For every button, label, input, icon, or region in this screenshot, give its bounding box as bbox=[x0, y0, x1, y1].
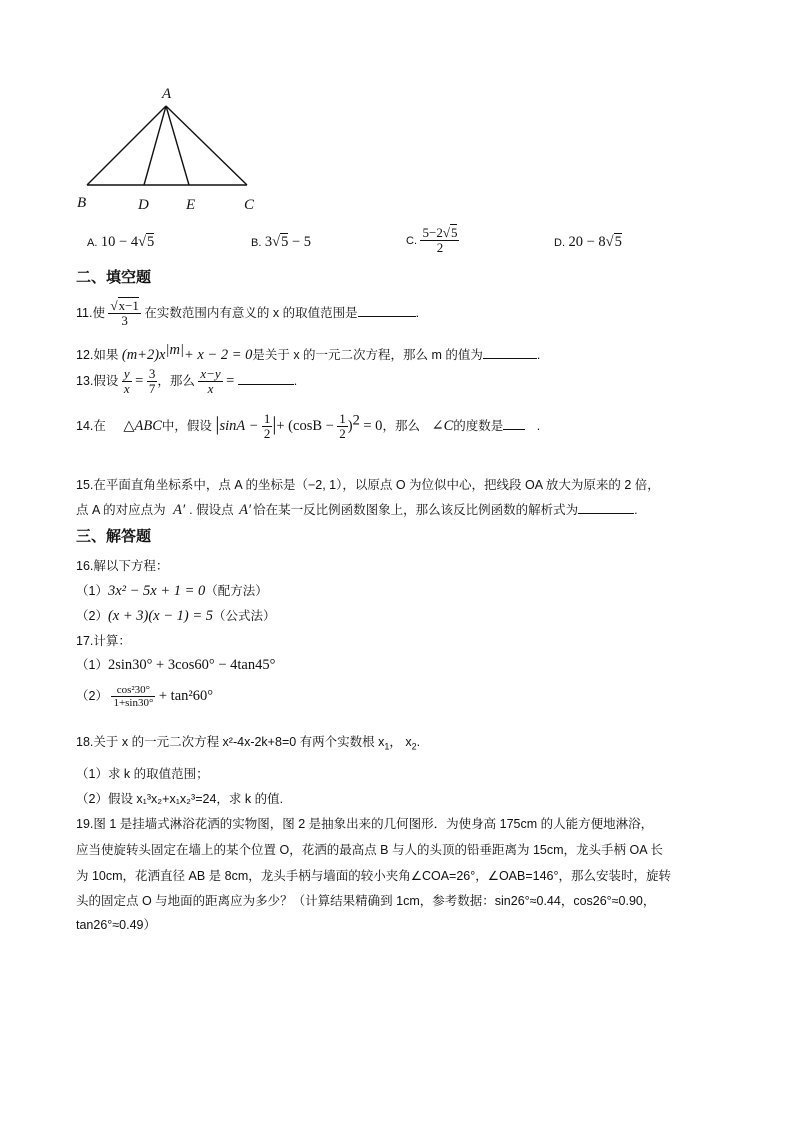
question-19-line4: 头的固定点 O 与地面的距离应为多少？（计算结果精确到 1cm，参考数据：sin26°≈0.44，cos26°≈0.90， bbox=[76, 894, 656, 908]
question-11: 11.使 $\frac{√x-1}{3}$ 在实数范围内有意义的 x 的取值范围是 . bbox=[76, 298, 420, 328]
question-18-part1: （1）求 k 的取值范围； bbox=[76, 767, 209, 781]
label-c: C bbox=[244, 197, 255, 213]
triangle-figure bbox=[70, 84, 270, 220]
q14-answer-blank[interactable] bbox=[503, 417, 525, 430]
q15-answer-blank[interactable] bbox=[578, 501, 634, 514]
question-18-title: 18.关于 x 的一元二次方程 x²-4x-2k+8=0 有两个实数根 $x_1$， $x_2$. bbox=[76, 735, 421, 752]
side-ab bbox=[87, 106, 166, 185]
question-16-part1: （1）3x² − 5x + 1 = 0（配方法） bbox=[76, 583, 268, 599]
question-16-part2: （2）(x + 3)(x − 1) = 5（公式法） bbox=[76, 608, 276, 624]
section-fill-blank-title: 二、填空题 bbox=[76, 269, 152, 286]
question-15-line2: 点 A 的对应点为 A′ . 假设点 A′ 恰在某一反比例函数图象上，那么该反比例函数的解析式为 . bbox=[76, 502, 638, 518]
option-b[interactable]: B. 3√5 − 5 bbox=[251, 234, 312, 250]
question-12: 12.如果 $(m+2)x^{|m|}+ x - 2 = 0$是关于 x 的一元二次方程，那么 m 的值为 . bbox=[76, 342, 541, 364]
q12-answer-blank[interactable] bbox=[483, 346, 537, 359]
option-d[interactable]: D. 20 − 8√5 bbox=[554, 234, 622, 250]
q11-fraction: $\frac{√x-1}{3}$ bbox=[110, 298, 139, 328]
section-solve-title: 三、解答题 bbox=[76, 528, 152, 545]
option-c[interactable]: C. $\frac{5-2√5}{2}$ bbox=[406, 225, 458, 255]
question-18-part2: （2）假设 x₁³x₂+x₁x₂³=24，求 k 的值. bbox=[76, 792, 284, 806]
question-16-title: 16.解以下方程： bbox=[76, 559, 169, 573]
question-19-line1: 19.图 1 是挂墙式淋浴花洒的实物图，图 2 是抽象出来的几何图形．为使身高 175cm 的人能方便地淋浴， bbox=[76, 817, 654, 831]
question-17-part1: （1）2sin30° + 3cos60° − 4tan45° bbox=[76, 657, 276, 673]
question-19-line5: tan26°≈0.49） bbox=[76, 918, 156, 932]
question-13: 13.假设 $\frac{y}{x}$ = $\frac{3}{7}$ ，那么 $\frac{x-y}{x}$ = . bbox=[76, 366, 298, 396]
option-a[interactable]: A. 10 − 4√5 bbox=[87, 234, 155, 250]
label-b: B bbox=[77, 195, 87, 211]
question-17-title: 17.计算： bbox=[76, 634, 131, 648]
label-a: A bbox=[162, 86, 172, 102]
option-c-fraction: $\frac{5-2√5}{2}$ bbox=[422, 225, 458, 255]
question-15-line1: 15.在平面直角坐标系中，点 A 的坐标是（−2, 1），以原点 O 为位似中心，把线段 OA 放大为原来的 2 倍， bbox=[76, 478, 660, 492]
question-19-line2: 应当使旋转头固定在墙上的某个位置 O，花洒的最高点 B 与人的头顶的铅垂距离为 15cm，龙头手柄 OA 长 bbox=[76, 843, 663, 857]
q13-answer-blank[interactable] bbox=[238, 372, 294, 385]
label-d: D bbox=[138, 197, 149, 213]
question-17-part2: （2） $\frac{\text{cos²30°}}{1+\sin 30^\circ}$ + tan²60° bbox=[76, 684, 214, 709]
label-e: E bbox=[186, 197, 196, 213]
question-19-line3: 为 10cm，花洒直径 AB 是 8cm，龙头手柄与墙面的较小夹角∠COA=26°，∠OAB=146°，那么安装时，旋转 bbox=[76, 869, 672, 883]
question-14: 14.在 △ABC中，假设 |sinA − $\frac{1}{2}$ |+ (cosB − $\frac{1}{2}$ )$^2$ = 0，那么 ∠C的度数是 . bbox=[76, 411, 541, 441]
q11-answer-blank[interactable] bbox=[358, 304, 416, 317]
